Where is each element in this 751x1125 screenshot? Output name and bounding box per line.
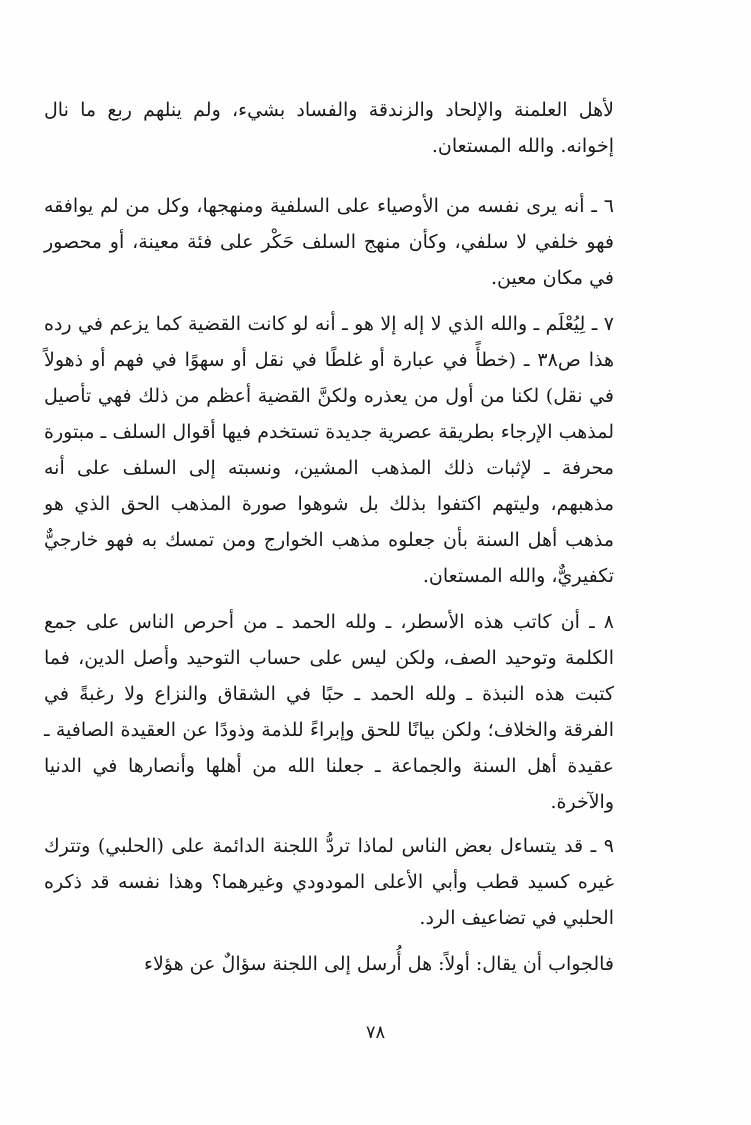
paragraph-intro: [44, 92, 614, 164]
page-number: ٧٨: [365, 1022, 386, 1043]
paragraph-text: ٨ ـ أن كاتب هذه الأسطر، ـ ولله الحمد ـ من أحرص الناس على جمع الكلمة وتوحيد الصف، ولكن ليس على حساب التوحيد وأصل الدين، فما كتبت هذه النبذة ـ ولله الحمد ـ حبًا في الشقاق والنزاع ولا رغبةً في الفرقة والخلاف؛ ولكن بيانًا للحق وإبراءً للذمة وذودًا عن العقيدة الصافية ـ عقيدة أهل السنة والجماعة ـ جعلنا الله من أهلها وأنصارها في الدنيا والآخرة.: [44, 611, 614, 813]
paragraph-answer: [44, 946, 614, 982]
paragraph-item-9: [44, 828, 614, 936]
paragraph-item-6: [44, 188, 614, 296]
paragraph-item-8: [44, 604, 614, 820]
paragraph-text: فالجواب أن يقال: أولاً: هل أُرسل إلى اللجنة سؤالٌ عن هؤلاء: [144, 953, 614, 975]
paragraph-text: ٧ ـ لِيُعْلَم ـ والله الذي لا إله إلا هو ـ أنه لو كانت القضية كما يزعم في رده هذا ص٣٨ ـ (خطأً في عبارة أو غلطًا في نقل أو سهوًا في فهم أو ذهولاً في نقل) لكنا من أول من يعذره ولكنَّ القضية أعظم من ذلك فهي تأصيل لمذهب الإرجاء بطريقة عصرية جديدة تستخدم فيها أقوال السلف ـ مبتورة محرفة ـ لإثبات ذلك المذهب المشين، ونسبته إلى السلف على أنه مذهبهم، وليتهم اكتفوا بذلك بل شوهوا صورة المذهب الحق الذي هو مذهب أهل السنة بأن جعلوه مذهب الخوارج ومن تمسك به فهو خارجيٌّ تكفيريٌّ، والله المستعان.: [44, 313, 614, 587]
paragraph-text: لأهل العلمنة والإلحاد والزندقة والفساد بشيء، ولم ينلهم ربع ما نال إخوانه. والله المستعان.: [44, 99, 614, 157]
paragraph-text: ٦ ـ أنه يرى نفسه من الأوصياء على السلفية ومنهجها، وكل من لم يوافقه فهو خلفي لا سلفي، وكأن منهج السلف حَكْر على فئة معينة، أو محصور في مكان معين.: [44, 195, 614, 289]
paragraph-text: ٩ ـ قد يتساءل بعض الناس لماذا تردُّ اللجنة الدائمة على (الحلبي) وتترك غيره كسيد قطب وأبي الأعلى المودودي وغيرهما؟ وهذا نفسه قد ذكره الحلبي في تضاعيف الرد.: [44, 835, 614, 929]
paragraph-item-7: [44, 306, 614, 594]
